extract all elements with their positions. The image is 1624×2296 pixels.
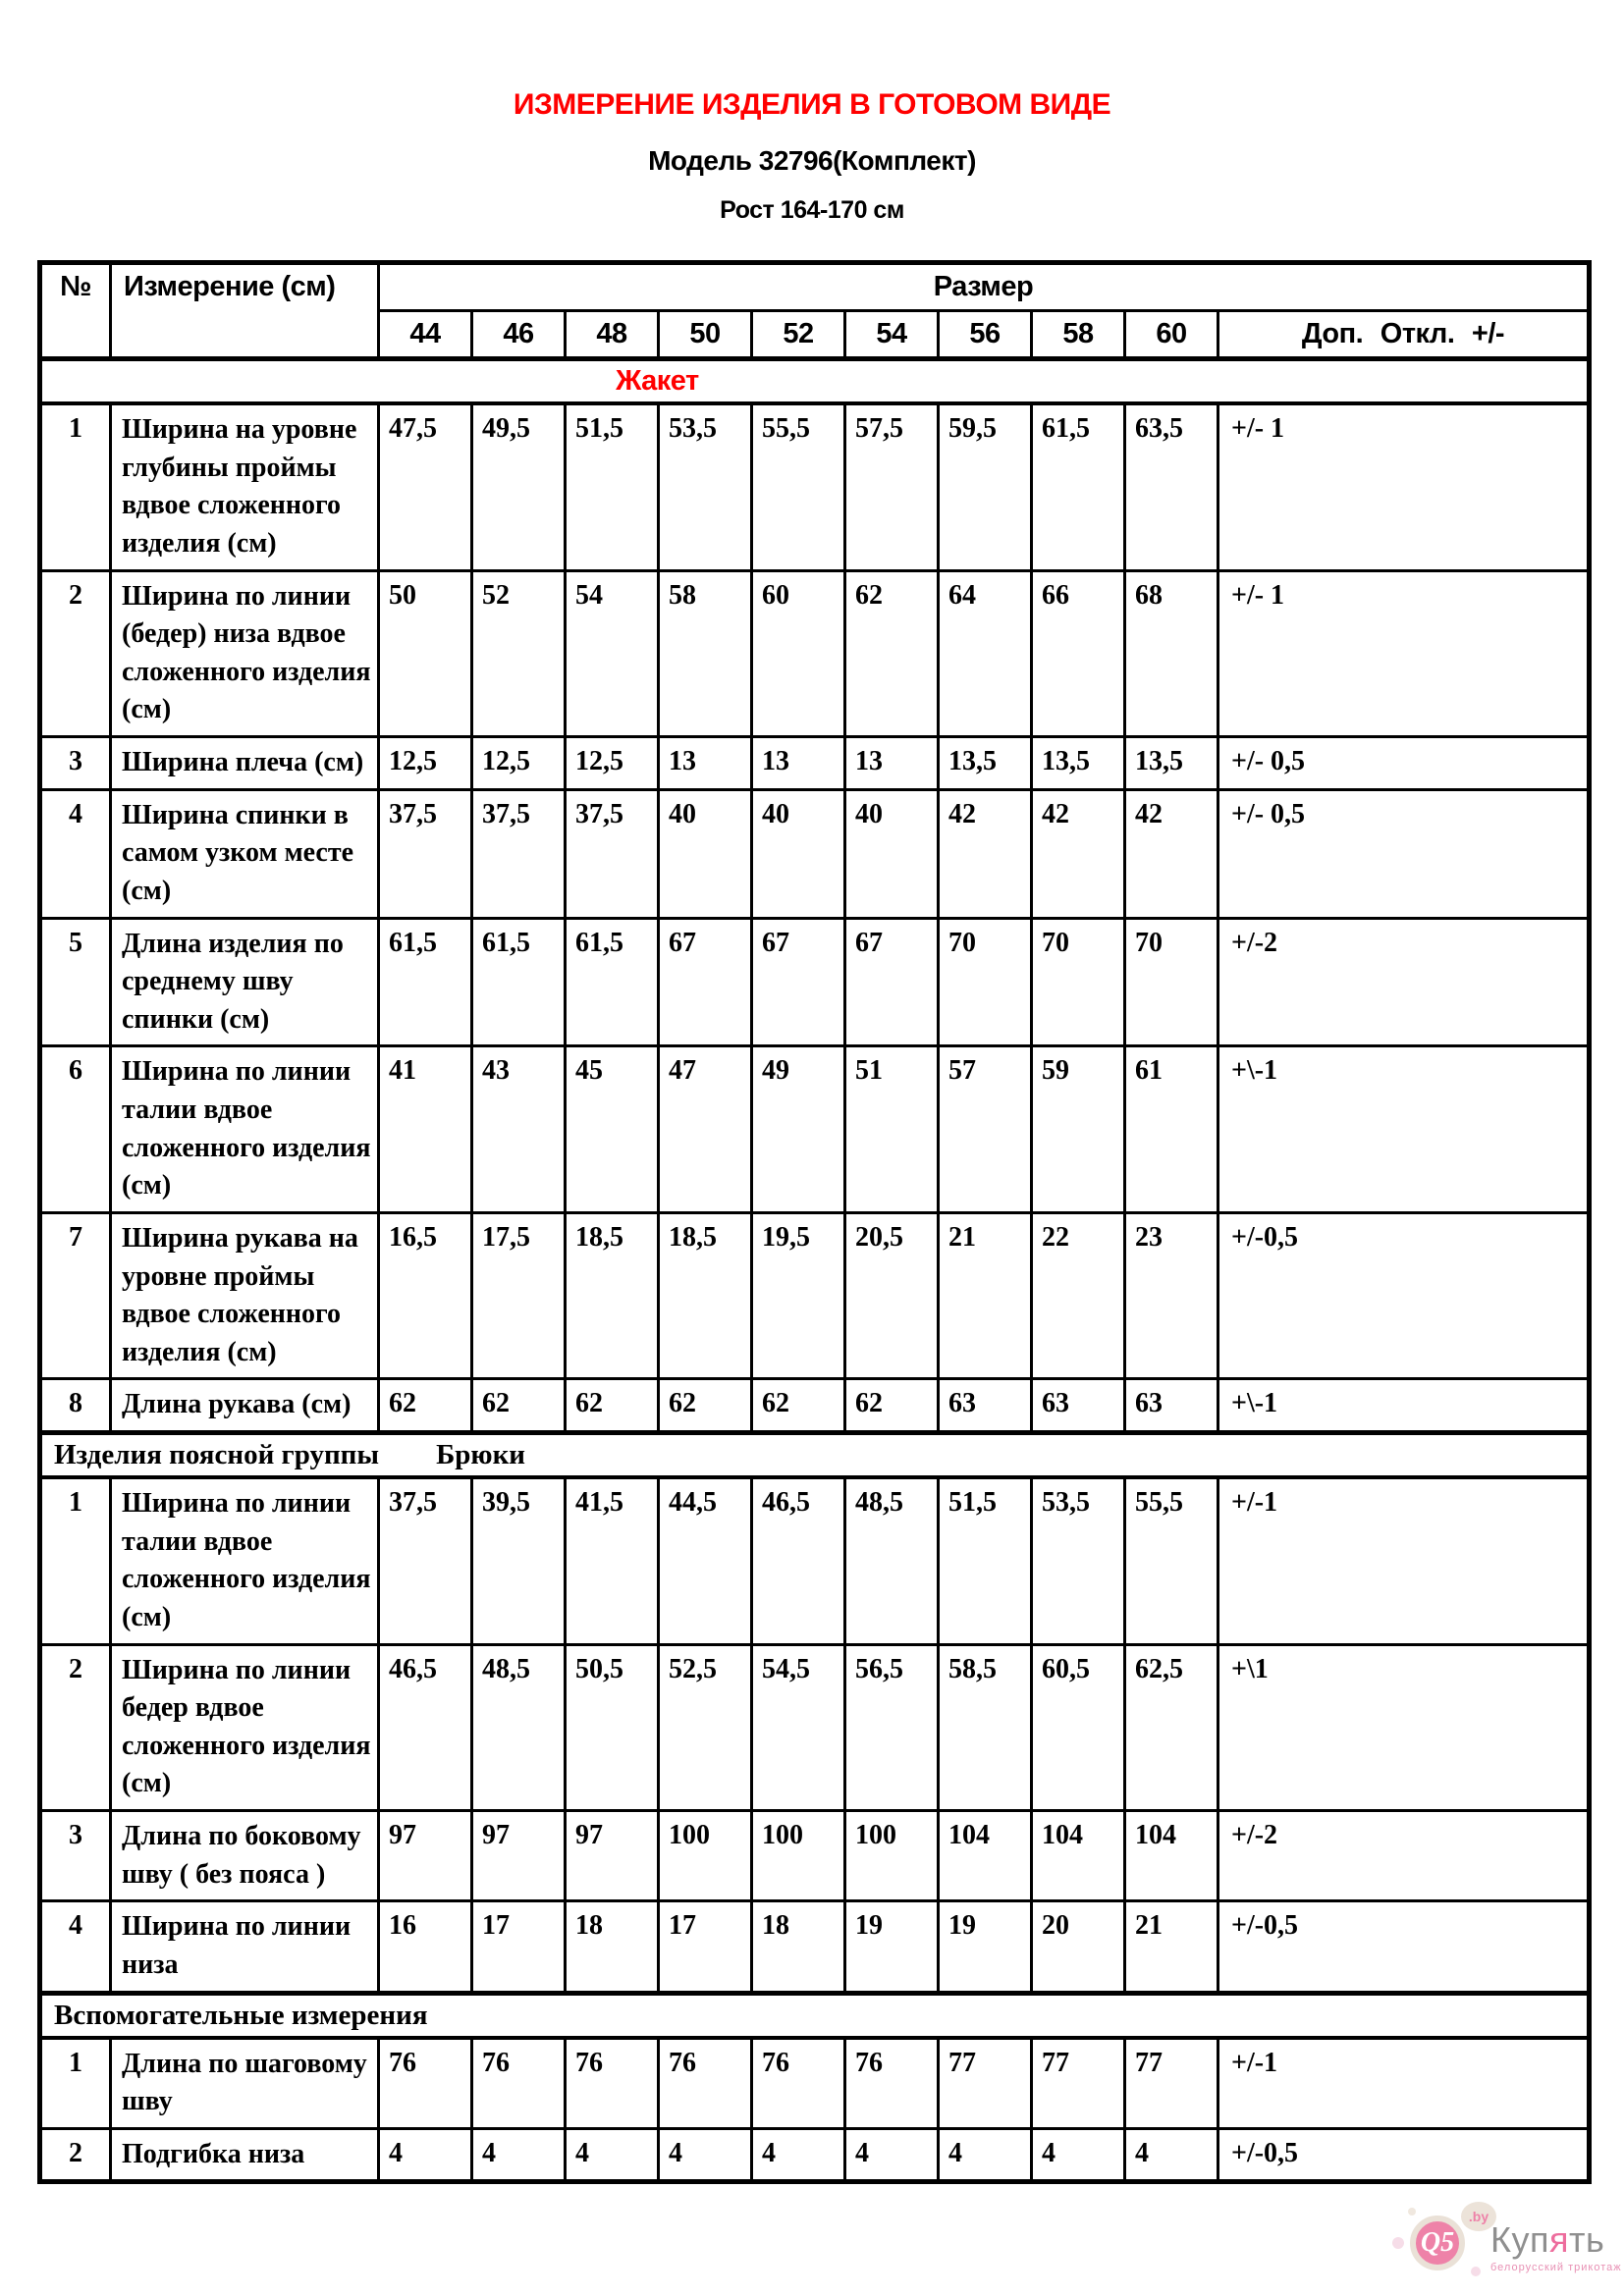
size-value: 51,5 xyxy=(566,403,659,570)
size-column-header: 54 xyxy=(845,311,939,359)
brand-part: ть xyxy=(1568,2219,1605,2260)
row-number: 3 xyxy=(40,1811,111,1901)
size-value: 51 xyxy=(845,1046,939,1213)
size-value: 17 xyxy=(472,1901,566,1993)
by-badge-text: .by xyxy=(1468,2209,1489,2224)
measurement-row xyxy=(40,1811,1590,1901)
size-value: 4 xyxy=(472,2128,566,2182)
page-title: ИЗМЕРЕНИЕ ИЗДЕЛИЯ В ГОТОВОМ ВИДЕ xyxy=(513,88,1111,121)
row-number: 2 xyxy=(40,570,111,737)
row-number: 2 xyxy=(40,1644,111,1811)
section-title: Жакет xyxy=(616,365,699,397)
size-value: 60 xyxy=(752,570,845,737)
size-value: 21 xyxy=(939,1212,1032,1379)
model-subtitle: Модель 32796(Комплект) xyxy=(648,145,976,176)
size-value: 17 xyxy=(659,1901,752,1993)
size-column-header: 60 xyxy=(1125,311,1218,359)
tolerance-value: +/-0,5 xyxy=(1218,1901,1590,1993)
size-value: 18 xyxy=(566,1901,659,1993)
size-value: 49,5 xyxy=(472,403,566,570)
size-value: 100 xyxy=(845,1811,939,1901)
row-number: 8 xyxy=(40,1379,111,1433)
brand-tagline: белорусский трикотаж xyxy=(1490,2262,1622,2273)
measurement-label: Ширина по линии талии вдвое сложенного изделия (см) xyxy=(111,1477,379,1644)
size-value: 42 xyxy=(1032,789,1125,918)
size-value: 97 xyxy=(472,1811,566,1901)
header-row-top xyxy=(40,263,1590,311)
size-value: 23 xyxy=(1125,1212,1218,1379)
measurement-label: Длина рукава (см) xyxy=(111,1379,379,1433)
section-title: Вспомогательные измерения xyxy=(54,1999,428,2031)
size-value: 21 xyxy=(1125,1901,1218,1993)
size-value: 4 xyxy=(939,2128,1032,2182)
size-column-header: 44 xyxy=(379,311,472,359)
brand-block xyxy=(1490,2219,1622,2273)
size-value: 47,5 xyxy=(379,403,472,570)
measurement-label: Ширина по линии талии вдвое сложенного изделия (см) xyxy=(111,1046,379,1213)
size-value: 54,5 xyxy=(752,1644,845,1811)
size-value: 53,5 xyxy=(1032,1477,1125,1644)
size-value: 4 xyxy=(566,2128,659,2182)
size-value: 40 xyxy=(659,789,752,918)
row-number: 5 xyxy=(40,918,111,1046)
measurement-label: Ширина на уровне глубины проймы вдвое сложенного изделия (см) xyxy=(111,403,379,570)
size-column-header: 48 xyxy=(566,311,659,359)
size-column-header: 56 xyxy=(939,311,1032,359)
size-value: 41,5 xyxy=(566,1477,659,1644)
measurement-row xyxy=(40,1379,1590,1433)
size-value: 63,5 xyxy=(1125,403,1218,570)
measurement-label: Ширина по линии низа xyxy=(111,1901,379,1993)
size-value: 39,5 xyxy=(472,1477,566,1644)
brand-part-accent: я xyxy=(1548,2219,1569,2260)
section-header-cell xyxy=(40,359,1590,404)
size-value: 12,5 xyxy=(472,737,566,790)
tolerance-value: +/- 1 xyxy=(1218,403,1590,570)
size-value: 64 xyxy=(939,570,1032,737)
size-value: 50,5 xyxy=(566,1644,659,1811)
size-value: 77 xyxy=(1125,2038,1218,2129)
measurement-label: Ширина по линии бедер вдвое сложенного изделия (см) xyxy=(111,1644,379,1811)
size-value: 44,5 xyxy=(659,1477,752,1644)
size-value: 41 xyxy=(379,1046,472,1213)
size-value: 48,5 xyxy=(845,1477,939,1644)
size-value: 76 xyxy=(845,2038,939,2129)
row-number: 6 xyxy=(40,1046,111,1213)
size-value: 62 xyxy=(845,1379,939,1433)
size-value: 51,5 xyxy=(939,1477,1032,1644)
size-value: 4 xyxy=(1125,2128,1218,2182)
size-value: 58 xyxy=(659,570,752,737)
size-value: 19 xyxy=(845,1901,939,1993)
size-value: 55,5 xyxy=(752,403,845,570)
table-body xyxy=(40,263,1590,2182)
brand-name xyxy=(1490,2219,1612,2261)
section-header-cell xyxy=(40,1433,1590,1478)
num-column-header: № xyxy=(40,263,111,359)
size-value: 18,5 xyxy=(566,1212,659,1379)
size-value: 63 xyxy=(1125,1379,1218,1433)
size-value: 13,5 xyxy=(1032,737,1125,790)
size-value: 52 xyxy=(472,570,566,737)
size-column-header: 46 xyxy=(472,311,566,359)
tolerance-column-header: Доп. Откл. +/- xyxy=(1218,311,1590,359)
measurement-row xyxy=(40,1046,1590,1213)
measurement-label: Длина изделия по среднему шву спинки (см) xyxy=(111,918,379,1046)
measurement-row xyxy=(40,737,1590,790)
section-header-row xyxy=(40,1993,1590,2038)
size-value: 61,5 xyxy=(1032,403,1125,570)
size-value: 12,5 xyxy=(379,737,472,790)
size-value: 62 xyxy=(752,1379,845,1433)
size-value: 104 xyxy=(1125,1811,1218,1901)
tolerance-value: +\1 xyxy=(1218,1644,1590,1811)
size-value: 19,5 xyxy=(752,1212,845,1379)
measurement-row xyxy=(40,570,1590,737)
size-value: 57 xyxy=(939,1046,1032,1213)
size-value: 42 xyxy=(939,789,1032,918)
size-column-header: 58 xyxy=(1032,311,1125,359)
size-value: 62 xyxy=(659,1379,752,1433)
measurement-row xyxy=(40,2038,1590,2129)
tolerance-value: +/- 1 xyxy=(1218,570,1590,737)
tolerance-value: +/-1 xyxy=(1218,2038,1590,2129)
measurement-row xyxy=(40,918,1590,1046)
size-value: 77 xyxy=(1032,2038,1125,2129)
size-value: 62 xyxy=(566,1379,659,1433)
size-value: 12,5 xyxy=(566,737,659,790)
size-value: 70 xyxy=(939,918,1032,1046)
measurement-row xyxy=(40,403,1590,570)
section-header-row xyxy=(40,359,1590,404)
size-value: 63 xyxy=(1032,1379,1125,1433)
size-value: 52,5 xyxy=(659,1644,752,1811)
size-value: 19 xyxy=(939,1901,1032,1993)
measurement-row xyxy=(40,2128,1590,2182)
row-number: 1 xyxy=(40,403,111,570)
size-value: 13 xyxy=(845,737,939,790)
measurement-label: Ширина по линии (бедер) низа вдвое сложенного изделия (см) xyxy=(111,570,379,737)
size-value: 13,5 xyxy=(939,737,1032,790)
size-value: 46,5 xyxy=(752,1477,845,1644)
size-value: 59,5 xyxy=(939,403,1032,570)
size-value: 48,5 xyxy=(472,1644,566,1811)
size-value: 50 xyxy=(379,570,472,737)
tolerance-value: +\-1 xyxy=(1218,1046,1590,1213)
size-value: 62 xyxy=(845,570,939,737)
decor-dot xyxy=(1471,2267,1481,2276)
size-value: 4 xyxy=(752,2128,845,2182)
size-value: 100 xyxy=(752,1811,845,1901)
tolerance-value: +/-0,5 xyxy=(1218,1212,1590,1379)
document-header xyxy=(0,0,1624,225)
size-value: 61,5 xyxy=(472,918,566,1046)
size-value: 67 xyxy=(659,918,752,1046)
size-value: 58,5 xyxy=(939,1644,1032,1811)
size-value: 77 xyxy=(939,2038,1032,2129)
size-value: 17,5 xyxy=(472,1212,566,1379)
size-value: 18,5 xyxy=(659,1212,752,1379)
size-value: 4 xyxy=(659,2128,752,2182)
height-range-label: Рост 164-170 см xyxy=(720,196,904,224)
size-value: 4 xyxy=(845,2128,939,2182)
measurement-row xyxy=(40,1901,1590,1993)
section-subtitle: Брюки xyxy=(436,1439,525,1470)
size-value: 45 xyxy=(566,1046,659,1213)
size-value: 67 xyxy=(845,918,939,1046)
size-value: 49 xyxy=(752,1046,845,1213)
size-value: 60,5 xyxy=(1032,1644,1125,1811)
size-value: 100 xyxy=(659,1811,752,1901)
measurement-row xyxy=(40,789,1590,918)
size-value: 59 xyxy=(1032,1046,1125,1213)
size-column-header: 52 xyxy=(752,311,845,359)
size-value: 63 xyxy=(939,1379,1032,1433)
size-value: 76 xyxy=(566,2038,659,2129)
q5-logo-text: Q5 xyxy=(1420,2227,1455,2258)
size-value: 62 xyxy=(379,1379,472,1433)
size-value: 20 xyxy=(1032,1901,1125,1993)
measurement-label: Подгибка низа xyxy=(111,2128,379,2182)
size-value: 55,5 xyxy=(1125,1477,1218,1644)
measurement-label: Длина по шаговому шву xyxy=(111,2038,379,2129)
row-number: 3 xyxy=(40,737,111,790)
size-value: 4 xyxy=(1032,2128,1125,2182)
row-number: 1 xyxy=(40,1477,111,1644)
size-value: 76 xyxy=(472,2038,566,2129)
section-title: Изделия поясной группы xyxy=(54,1439,380,1470)
size-value: 37,5 xyxy=(379,1477,472,1644)
size-value: 16 xyxy=(379,1901,472,1993)
size-value: 62 xyxy=(472,1379,566,1433)
tolerance-value: +/-1 xyxy=(1218,1477,1590,1644)
tolerance-value: +/-2 xyxy=(1218,1811,1590,1901)
size-value: 13,5 xyxy=(1125,737,1218,790)
size-value: 67 xyxy=(752,918,845,1046)
size-value: 104 xyxy=(939,1811,1032,1901)
measurement-label: Ширина плеча (см) xyxy=(111,737,379,790)
size-value: 18 xyxy=(752,1901,845,1993)
decor-dot xyxy=(1392,2237,1404,2249)
tolerance-value: +\-1 xyxy=(1218,1379,1590,1433)
size-value: 37,5 xyxy=(566,789,659,918)
section-header-cell xyxy=(40,1993,1590,2038)
q5-logo-icon xyxy=(1410,2216,1465,2270)
size-value: 13 xyxy=(752,737,845,790)
tolerance-value: +/-0,5 xyxy=(1218,2128,1590,2182)
size-value: 46,5 xyxy=(379,1644,472,1811)
tolerance-value: +/- 0,5 xyxy=(1218,789,1590,918)
size-value: 104 xyxy=(1032,1811,1125,1901)
measurement-label: Длина по боковому шву ( без пояса ) xyxy=(111,1811,379,1901)
tolerance-value: +/-2 xyxy=(1218,918,1590,1046)
row-number: 2 xyxy=(40,2128,111,2182)
row-number: 7 xyxy=(40,1212,111,1379)
size-column-header: 50 xyxy=(659,311,752,359)
size-value: 13 xyxy=(659,737,752,790)
size-value: 54 xyxy=(566,570,659,737)
size-value: 76 xyxy=(752,2038,845,2129)
size-value: 56,5 xyxy=(845,1644,939,1811)
measurement-row xyxy=(40,1212,1590,1379)
size-value: 37,5 xyxy=(379,789,472,918)
size-value: 97 xyxy=(379,1811,472,1901)
brand-part: Куп xyxy=(1490,2219,1549,2260)
size-value: 53,5 xyxy=(659,403,752,570)
size-value: 40 xyxy=(752,789,845,918)
size-value: 70 xyxy=(1032,918,1125,1046)
size-value: 40 xyxy=(845,789,939,918)
tolerance-value: +/- 0,5 xyxy=(1218,737,1590,790)
size-value: 70 xyxy=(1125,918,1218,1046)
size-value: 22 xyxy=(1032,1212,1125,1379)
decor-dot xyxy=(1408,2208,1416,2216)
size-value: 4 xyxy=(379,2128,472,2182)
size-value: 61,5 xyxy=(379,918,472,1046)
size-value: 43 xyxy=(472,1046,566,1213)
size-value: 37,5 xyxy=(472,789,566,918)
measurement-label: Ширина рукава на уровне проймы вдвое сложенного изделия (см) xyxy=(111,1212,379,1379)
size-value: 61,5 xyxy=(566,918,659,1046)
size-value: 97 xyxy=(566,1811,659,1901)
size-group-header: Размер xyxy=(379,263,1590,311)
measurement-row xyxy=(40,1644,1590,1811)
size-value: 66 xyxy=(1032,570,1125,737)
measurement-label: Ширина спинки в самом узком месте (см) xyxy=(111,789,379,918)
row-number: 4 xyxy=(40,1901,111,1993)
size-value: 16,5 xyxy=(379,1212,472,1379)
size-value: 57,5 xyxy=(845,403,939,570)
size-value: 47 xyxy=(659,1046,752,1213)
row-number: 4 xyxy=(40,789,111,918)
row-number: 1 xyxy=(40,2038,111,2129)
section-header-row xyxy=(40,1433,1590,1478)
watermark-logo xyxy=(1386,2194,1622,2288)
measurement-column-header: Измерение (см) xyxy=(111,263,379,359)
size-value: 62,5 xyxy=(1125,1644,1218,1811)
size-value: 20,5 xyxy=(845,1212,939,1379)
size-value: 76 xyxy=(379,2038,472,2129)
size-value: 42 xyxy=(1125,789,1218,918)
measurement-table xyxy=(37,260,1592,2184)
size-value: 61 xyxy=(1125,1046,1218,1213)
measurement-row xyxy=(40,1477,1590,1644)
size-value: 76 xyxy=(659,2038,752,2129)
size-value: 68 xyxy=(1125,570,1218,737)
